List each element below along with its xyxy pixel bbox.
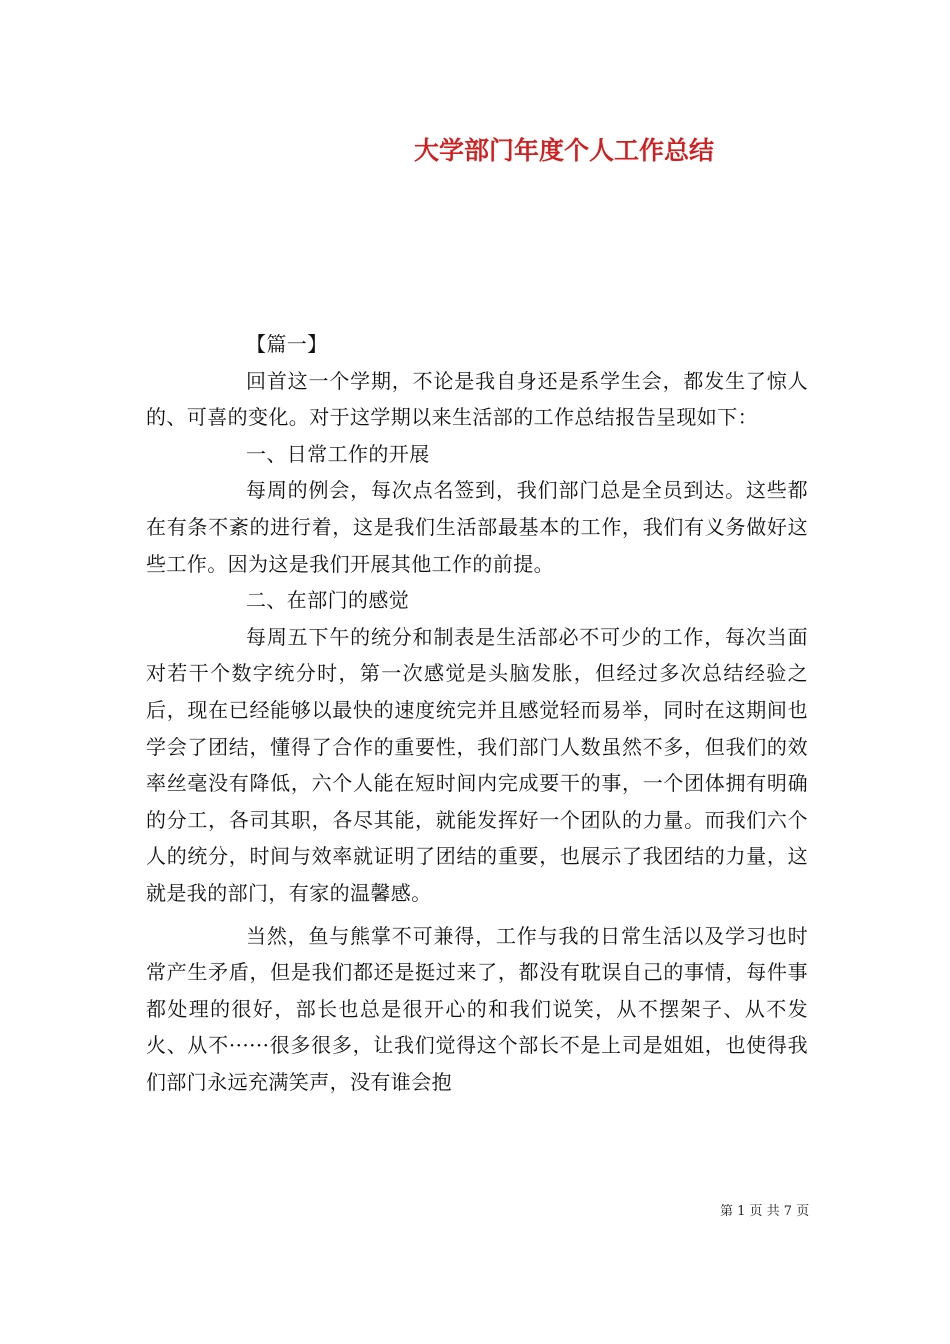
section-marker: 【篇一】 xyxy=(246,332,328,356)
section-heading-daily-work: 一、日常工作的开展 xyxy=(246,441,430,466)
document-body xyxy=(146,326,808,1100)
page-number: 第 1 页 共 7 页 xyxy=(720,1204,810,1219)
department-feeling-paragraph: 每周五下午的统分和制表是生活部必不可少的工作，每次当面对若干个数字统分时，第一次感觉是头脑发胀，但经过多次总结经验之后，现在已经能够以最快的速度统完并且感觉轻而易举，同时在这期间也学会了团结，懂得了合作的重要性，我们部门人数虽然不多，但我们的效率丝毫没有降低，六个人能在短时间内完成要干的事，一个团体拥有明确的分工，各司其职，各尽其能，就能发挥好一个团队的力量。而我们六个人的统分，时间与效率就证明了团结的重要，也展示了我团结的力量，这就是我的部门，有家的温馨感。 xyxy=(146,624,808,905)
document-title: 大学部门年度个人工作总结 xyxy=(413,136,714,165)
section-heading-department-feeling: 二、在部门的感觉 xyxy=(246,588,410,613)
balance-paragraph: 当然，鱼与熊掌不可兼得，工作与我的日常生活以及学习也时常产生矛盾，但是我们都还是挺过来了，都没有耽误自己的事情，每件事都处理的很好，部长也总是很开心的和我们说笑，从不摆架子、从不发火、从不······很多很多，让我们觉得这个部长不是上司是姐姐，也使得我们部门永远充满笑声，没有谁会抱 xyxy=(146,923,808,1094)
daily-work-paragraph: 每周的例会，每次点名签到，我们部门总是全员到达。这些都在有条不紊的进行着，这是我们生活部最基本的工作，我们有义务做好这些工作。因为这是我们开展其他工作的前提。 xyxy=(146,478,808,576)
intro-paragraph: 回首这一个学期，不论是我自身还是系学生会，都发生了惊人的、可喜的变化。对于这学期以来生活部的工作总结报告呈现如下： xyxy=(146,368,808,430)
